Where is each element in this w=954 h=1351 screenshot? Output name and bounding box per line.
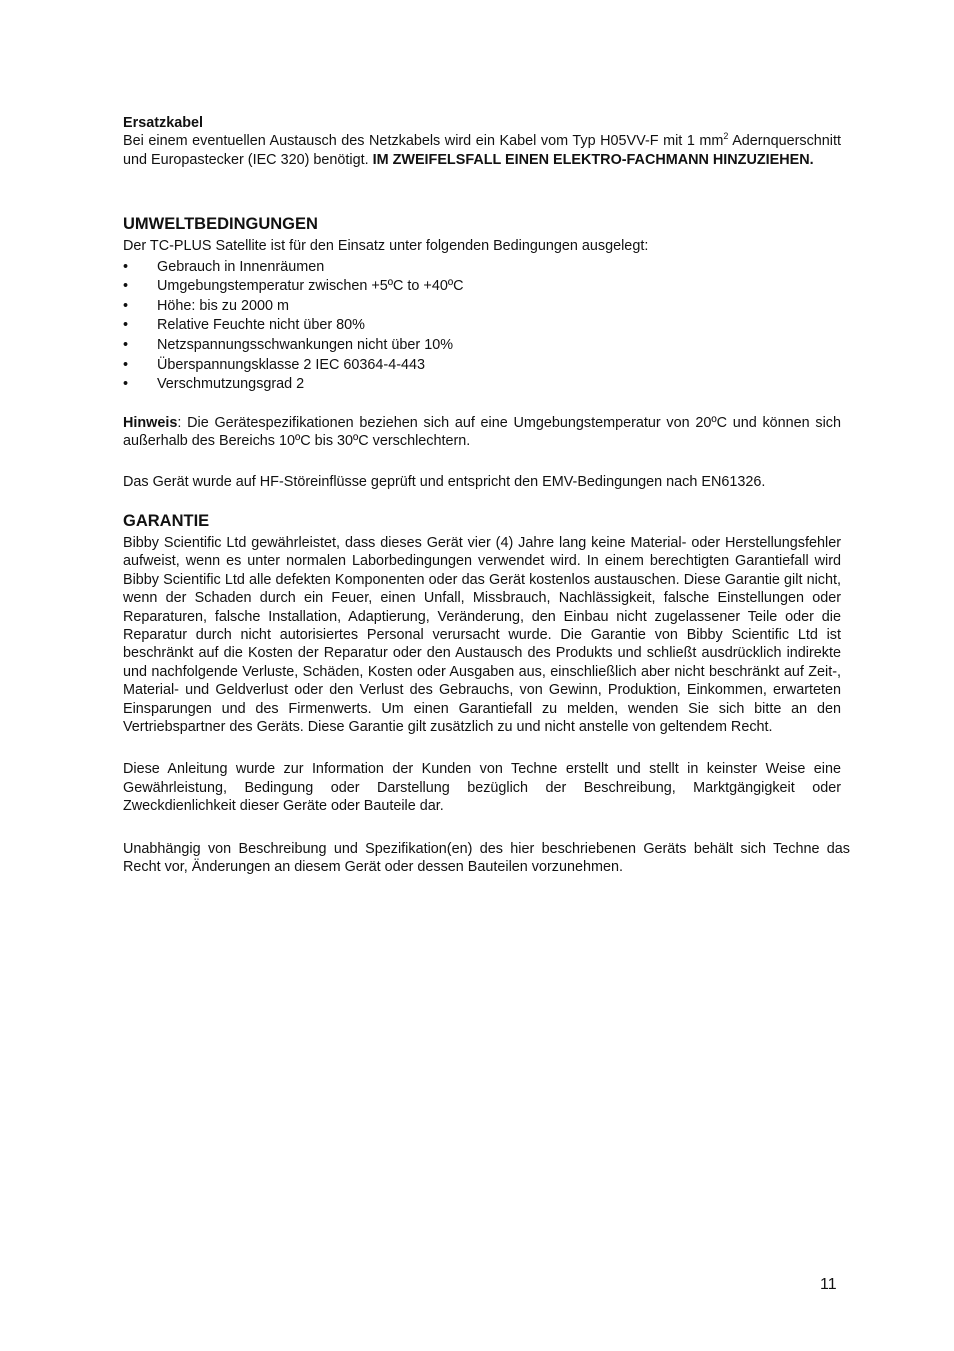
bullet: •: [123, 278, 129, 295]
list-item: [123, 297, 841, 317]
hinweis-text: : Die Gerätespezifikationen beziehen sich auf eine Umgebungstemperatur von 20ºC und können sich außerhalb des Bereichs 10ºC bis 30ºC verschlechtern.: [123, 414, 841, 450]
hinweis-paragraph: [123, 414, 841, 451]
bullet: •: [123, 258, 129, 275]
ersatzkabel-heading: Ersatzkabel: [123, 115, 203, 131]
list-item-text: Höhe: bis zu 2000 m: [157, 297, 289, 314]
superscript-2: 2: [723, 131, 729, 142]
anleitung-paragraph: Diese Anleitung wurde zur Information der Kunden von Techne erstellt und stellt in keinster Weise eine Gewährleistung, Bedingung oder Darstellung bezüglich der Beschreibung, Marktgängigkeit oder Zweckdienlichkeit dieser Geräte oder Bauteile dar.: [123, 761, 841, 815]
bullet: •: [123, 337, 129, 353]
list-item-text: Netzspannungsschwankungen nicht über 10%: [157, 337, 454, 353]
page-number: 11: [820, 1276, 837, 1293]
bullet: •: [123, 297, 129, 314]
garantie-paragraph: Bibby Scientific Ltd gewährleistet, dass dieses Gerät vier (4) Jahre lang keine Material- oder Herstellungsfehler aufweist, wenn es unter normalen Laborbedingungen verwendet wird. In einem berechtigten Garantiefall wird Bibby Scientific Ltd alle defekten Komponenten oder das Gerät kostenlos austauschen. Diese Garantie gilt nicht, wenn der Schaden durch ein Feuer, einen Unfall, Missbrauch, Nachlässigkeit, falsche Einstellungen oder Reparaturen, falsche Installation, Adaptierung, Veränderung, den Einbau nicht zugelassener Teile oder die Reparatur durch nicht autorisiertes Personal verursacht wurde. Die Garantie von Bibby Scientific Ltd ist beschränkt auf die Kosten der Reparatur oder den Austausch des Produkts und schließt ausdrücklich indirekte und nachfolgende Verluste, Schäden, Kosten oder Ausgaben aus, einschließlich aber nicht beschränkt auf Zeit-, Material- und Geldverlust oder den Verlust des Gebrauchs, von Gewinn, Produktion, Einkommen, erwarteten Einsparungen und des Firmenwerts. Um einen Garantiefall zu melden, wenden Sie sich bitte an den Vertriebspartner des Geräts. Diese Garantie gilt zusätzlich zu und nicht anstelle von geltendem Recht.: [123, 535, 841, 736]
list-item: [123, 277, 841, 297]
section-umweltbedingungen: [123, 214, 841, 491]
umwelt-heading: UMWELTBEDINGUNGEN: [123, 215, 318, 234]
bullet: •: [123, 376, 129, 393]
document-page: [123, 114, 850, 877]
ersatzkabel-warning: IM ZWEIFELSFALL EINEN ELEKTRO-FACHMANN HINZUZIEHEN.: [372, 151, 814, 168]
ersatzkabel-text-2: Adernquerschnitt und Europastecker (IEC 320) benötigt.: [123, 133, 841, 168]
bullet: •: [123, 317, 129, 334]
section-garantie: [123, 511, 850, 877]
hinweis-label: Hinweis: [123, 414, 178, 431]
list-item: [123, 316, 841, 336]
list-item-text: Gebrauch in Innenräumen: [157, 258, 325, 275]
umwelt-conditions-list: [123, 258, 841, 395]
list-item-text: Überspannungsklasse 2 IEC 60364-4-443: [157, 356, 425, 373]
emv-paragraph: Das Gerät wurde auf HF-Störeinflüsse geprüft und entspricht den EMV-Bedingungen nach EN61326.: [123, 473, 766, 490]
list-item: [123, 356, 841, 376]
list-item: [123, 375, 841, 395]
ersatzkabel-text-1: Bei einem eventuellen Austausch des Netzkabels wird ein Kabel vom Typ H05VV-F mit 1 mm: [123, 133, 724, 150]
section-ersatzkabel: [123, 114, 841, 169]
bullet: •: [123, 356, 129, 373]
list-item-text: Relative Feuchte nicht über 80%: [157, 317, 365, 334]
vorbehalt-paragraph: Unabhängig von Beschreibung und Spezifikation(en) des hier beschriebenen Geräts behält sich Techne das Recht vor, Änderungen an diesem Gerät oder dessen Bauteilen vorzunehmen.: [123, 840, 850, 876]
list-item-text: Verschmutzungsgrad 2: [157, 376, 305, 393]
ersatzkabel-paragraph: [123, 132, 841, 169]
list-item: [123, 258, 841, 278]
garantie-heading: GARANTIE: [123, 512, 210, 530]
list-item-text: Umgebungstemperatur zwischen +5ºC to +40ºC: [157, 278, 464, 295]
list-item: [123, 336, 841, 356]
umwelt-intro: Der TC-PLUS Satellite ist für den Einsatz unter folgenden Bedingungen ausgelegt:: [123, 238, 649, 255]
